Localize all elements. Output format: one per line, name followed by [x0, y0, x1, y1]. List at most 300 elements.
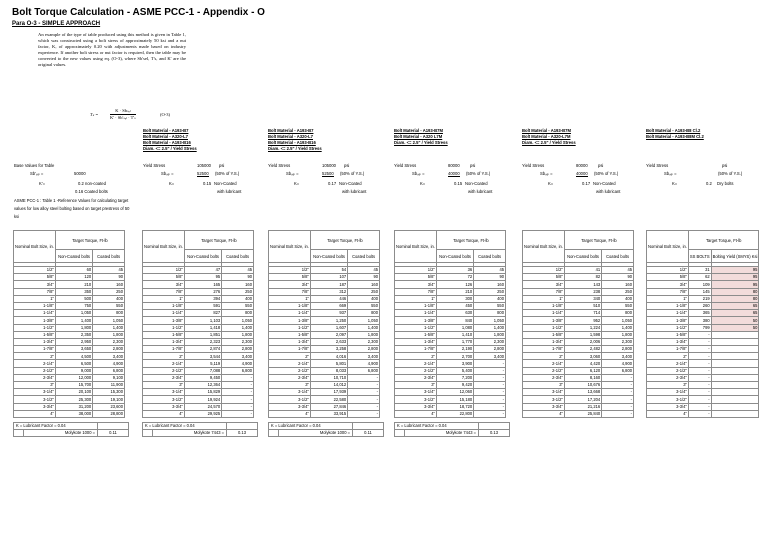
cell-noncoated: 260 [688, 302, 711, 309]
cell-noncoated: 210 [436, 288, 473, 295]
table-row [647, 274, 759, 281]
cell-noncoated: 300 [436, 295, 473, 302]
cell-size: 1-7/8" [143, 346, 185, 353]
table-row [269, 396, 380, 403]
cell-size: 2-1/2" [647, 367, 689, 374]
cell-noncoated: 3,544 [184, 353, 221, 360]
cell-noncoated: 95 [184, 274, 221, 281]
table-row [143, 302, 254, 309]
table-row [143, 331, 254, 338]
table-row [647, 353, 759, 360]
table-row [523, 382, 634, 389]
cell-coated: 2,300 [222, 338, 254, 345]
cell-noncoated: - [688, 353, 711, 360]
col-nominal-size: Nominal Bolt Size, in. [14, 231, 56, 263]
cell-noncoated: 9,450 [184, 374, 221, 381]
cell-noncoated: 714 [564, 310, 601, 317]
k-note: Non-Coated [593, 181, 616, 186]
cell-coated: 1,400 [602, 324, 634, 331]
cell-noncoated: 1,080 [436, 324, 473, 331]
table-row [269, 331, 380, 338]
table-row [523, 389, 634, 396]
cell-noncoated: 210 [55, 281, 92, 288]
col-target-torque: Target Torque, Ft-lb [436, 231, 505, 250]
cell-size: 1-3/8" [647, 317, 689, 324]
cell-size: 1-1/8" [647, 302, 689, 309]
cell-coated: 800 [93, 310, 125, 317]
table-row [647, 374, 759, 381]
k-note-2: with lubricant [217, 189, 242, 194]
table-row [395, 288, 506, 295]
cell-noncoated: 17,204 [564, 396, 601, 403]
cell-size: 1/2" [395, 267, 437, 274]
cell-noncoated: 120 [55, 274, 92, 281]
cell-noncoated: - [688, 360, 711, 367]
yield-stress-label: Yield Stress [143, 163, 166, 168]
cell-size: 3/4" [269, 281, 311, 288]
cell-coated [711, 382, 759, 389]
table-row [14, 389, 125, 396]
cell-noncoated: 107 [310, 274, 347, 281]
table-row [14, 295, 125, 302]
material-spec: Bolt Material - A193-B8 Cl.2 Bolt Material - A193-B8M Cl.2 [646, 128, 704, 139]
cell-coated: 1,400 [93, 324, 125, 331]
table-row [143, 295, 254, 302]
cell-size: 7/8" [647, 288, 689, 295]
table-row [269, 353, 380, 360]
cell-coated [711, 353, 759, 360]
cell-size: 3/4" [647, 281, 689, 288]
table-row [647, 410, 759, 417]
col-target-torque: Target Torque, Ft-lb [564, 231, 633, 250]
cell-size: 5/8" [523, 274, 565, 281]
cell-coated: 6,800 [602, 367, 634, 374]
reference-note: ASME PCC-1 : Table 1 -Reference Values for calculating target values for low alloy steel bolting based on target prestress of 50 ksi [14, 198, 130, 219]
cell-noncoated: 20,100 [55, 389, 92, 396]
molykote-label: Molykote 7443 = [153, 430, 227, 437]
cell-coated: 65 [711, 310, 759, 317]
formula-lhs: Tₛ = [90, 112, 99, 117]
table-row [14, 382, 125, 389]
sb-label: Sbₛₑₗ = [161, 171, 174, 176]
cell-noncoated: 630 [436, 310, 473, 317]
cell-size: 1-1/4" [395, 310, 437, 317]
cell-size: 3-3/4" [647, 403, 689, 410]
cell-size: 1-1/2" [269, 324, 311, 331]
table-row [14, 367, 125, 374]
base-k-noncoated: 0.2 non-coated [78, 181, 106, 186]
table-row [395, 353, 506, 360]
table-row [523, 274, 634, 281]
table-row [395, 382, 506, 389]
cell-size: 3/4" [143, 281, 185, 288]
cell-coated: 11,900 [93, 382, 125, 389]
cell-coated: - [222, 389, 254, 396]
cell-noncoated: - [688, 382, 711, 389]
cell-size: 3" [647, 382, 689, 389]
cell-noncoated: 238 [564, 288, 601, 295]
cell-size: 1-7/8" [269, 346, 311, 353]
cell-size: 4" [395, 410, 437, 417]
cell-noncoated: 2,097 [310, 331, 347, 338]
cell-noncoated: 25,300 [55, 396, 92, 403]
cell-coated: - [222, 410, 254, 417]
cell-coated: 80 [711, 295, 759, 302]
cell-noncoated: 12,364 [184, 382, 221, 389]
base-k-coated: 0.16 Coated bolts [75, 189, 108, 194]
table-row [647, 403, 759, 410]
cell-coated: 28,800 [93, 410, 125, 417]
cell-coated: 1,400 [222, 324, 254, 331]
cell-size: 1-5/8" [269, 331, 311, 338]
cell-size: 3/4" [523, 281, 565, 288]
cell-size: 3-1/2" [269, 396, 311, 403]
table-row [523, 396, 634, 403]
cell-size: 1-1/4" [269, 310, 311, 317]
cell-size: 3-3/4" [143, 403, 185, 410]
table-row [269, 374, 380, 381]
table-row [143, 360, 254, 367]
table-row [523, 317, 634, 324]
cell-coated: - [348, 382, 380, 389]
cell-size: 1" [647, 295, 689, 302]
cell-coated [711, 360, 759, 367]
cell-size: 1-3/4" [269, 338, 311, 345]
cell-size: 2-3/4" [523, 374, 565, 381]
cell-coated [711, 410, 759, 417]
yield-stress-label: Yield Stress [522, 163, 545, 168]
cell-coated: - [602, 382, 634, 389]
cell-noncoated: 14,012 [310, 382, 347, 389]
cell-size: 2-1/4" [143, 360, 185, 367]
cell-noncoated: 8,160 [564, 374, 601, 381]
cell-coated: - [474, 360, 506, 367]
cell-noncoated: 165 [184, 281, 221, 288]
cell-size: 1/2" [143, 267, 185, 274]
cell-noncoated: 18,720 [436, 403, 473, 410]
table-row [395, 331, 506, 338]
table-row [14, 360, 125, 367]
table-row [143, 310, 254, 317]
yield-stress-label: Yield Stress [646, 163, 669, 168]
table-row [647, 310, 759, 317]
cell-noncoated: 187 [310, 281, 347, 288]
table-row [395, 367, 506, 374]
yield-stress-unit: psi [219, 163, 225, 168]
sb-value: 40000 [576, 171, 588, 176]
page-title: Bolt Torque Calculation - ASME PCC-1 - Appendix - O [12, 7, 265, 18]
cell-coated: 2,300 [602, 338, 634, 345]
table-row [143, 338, 254, 345]
cell-coated: - [474, 382, 506, 389]
cell-size: 2-3/4" [395, 374, 437, 381]
cell-coated: 1,050 [348, 317, 380, 324]
col-nominal-size: Nominal Bolt Size, in. [395, 231, 437, 263]
cell-coated: - [474, 410, 506, 417]
table-row [647, 267, 759, 274]
table-row [143, 382, 254, 389]
sb-label: Sbₛₑₗ = [412, 171, 425, 176]
cell-noncoated: 591 [184, 302, 221, 309]
cell-coated: - [222, 382, 254, 389]
cell-noncoated: 9,000 [55, 367, 92, 374]
cell-noncoated: 276 [184, 288, 221, 295]
cell-noncoated: 13,668 [564, 389, 601, 396]
cell-noncoated: 5,400 [436, 367, 473, 374]
cell-size: 1-7/8" [395, 346, 437, 353]
cell-coated: 45 [222, 267, 254, 274]
col-ss-bolts: SS BOLTS [688, 250, 711, 263]
table-row [523, 310, 634, 317]
material-spec: Bolt Material - A193-B7 Bolt Material - A320-L7 Bolt Material - A193-B16 Diam. <= 2.5" / Yield Stress [143, 128, 197, 151]
cell-size: 5/8" [269, 274, 311, 281]
lubricant-factor-table [13, 422, 129, 437]
cell-noncoated: 12,060 [436, 389, 473, 396]
cell-noncoated: 9,420 [436, 382, 473, 389]
cell-size: 1-3/4" [143, 338, 185, 345]
cell-size: 3-1/4" [395, 389, 437, 396]
sb-value: 52500 [197, 171, 209, 176]
table-row [395, 274, 506, 281]
cell-coated: 400 [602, 295, 634, 302]
cell-size: 1-5/8" [143, 331, 185, 338]
cell-size: 1-1/4" [14, 310, 56, 317]
lubricant-factor-label: K = Lubricant Factor = 0.04 [143, 423, 227, 430]
cell-size: 2-1/4" [523, 360, 565, 367]
sb-note: (50% of Y.S.) [718, 171, 743, 176]
cell-coated: 9,100 [93, 374, 125, 381]
col-noncoated: Non-Coated bolts [436, 250, 473, 263]
table-row [395, 396, 506, 403]
cell-noncoated: 10,710 [310, 374, 347, 381]
cell-size: 7/8" [523, 288, 565, 295]
cell-coated: 4,900 [602, 360, 634, 367]
lubricant-factor-table [268, 422, 384, 437]
torque-table [142, 230, 254, 418]
cell-noncoated: 17,939 [310, 389, 347, 396]
table-row [14, 317, 125, 324]
k-value: 0.2 [706, 181, 712, 186]
col-coated: Coated bolts [474, 250, 506, 263]
cell-coated: 95 [711, 281, 759, 288]
cell-noncoated: 4,500 [55, 353, 92, 360]
cell-size: 5/8" [143, 274, 185, 281]
table-row [523, 360, 634, 367]
cell-size: 2" [14, 353, 56, 360]
cell-size: 3-1/4" [647, 389, 689, 396]
cell-noncoated: 7,200 [436, 374, 473, 381]
cell-coated: - [348, 410, 380, 417]
cell-coated: - [474, 403, 506, 410]
cell-noncoated: 21,216 [564, 403, 601, 410]
table-row [395, 310, 506, 317]
cell-noncoated: 22,580 [310, 396, 347, 403]
cell-noncoated: 10,676 [564, 382, 601, 389]
cell-coated: 160 [222, 281, 254, 288]
cell-noncoated: 31,200 [55, 403, 92, 410]
cell-coated: 800 [348, 310, 380, 317]
cell-coated: - [474, 396, 506, 403]
table-row [523, 346, 634, 353]
cell-size: 3-1/4" [523, 389, 565, 396]
cell-noncoated: 219 [688, 295, 711, 302]
cell-size: 1-1/8" [395, 302, 437, 309]
cell-size: 2-1/2" [14, 367, 56, 374]
table-row [143, 281, 254, 288]
cell-coated: 2,300 [348, 338, 380, 345]
cell-coated: 90 [474, 274, 506, 281]
k-note-2: with lubricant [596, 189, 621, 194]
cell-size: 1" [395, 295, 437, 302]
table-row [523, 410, 634, 417]
cell-noncoated: 1,410 [436, 331, 473, 338]
cell-size: 4" [523, 410, 565, 417]
cell-noncoated: - [688, 403, 711, 410]
cell-size: 3-1/2" [395, 396, 437, 403]
molykote-value: 0.13 [479, 430, 510, 437]
cell-size: 2-1/4" [647, 360, 689, 367]
lubricant-factor-label: K = Lubricant Factor = 0.04 [269, 423, 353, 430]
table-row [523, 338, 634, 345]
cell-noncoated: 47 [184, 267, 221, 274]
table-row [647, 331, 759, 338]
cell-coated [711, 346, 759, 353]
cell-noncoated: 3,900 [436, 360, 473, 367]
formula-numerator: K · Sbₛₑₗ [110, 108, 136, 115]
table-row [143, 317, 254, 324]
table-row [395, 302, 506, 309]
cell-size: 4" [269, 410, 311, 417]
cell-size: 1-1/4" [143, 310, 185, 317]
k-value: 0.15 [454, 181, 463, 186]
yield-stress-value: 80000 [576, 163, 588, 168]
cell-coated: - [348, 389, 380, 396]
cell-coated: 6,800 [222, 367, 254, 374]
cell-coated: - [474, 367, 506, 374]
table-row [143, 403, 254, 410]
table-row [143, 367, 254, 374]
cell-noncoated: - [688, 389, 711, 396]
lubricant-factor-table [142, 422, 258, 437]
cell-size: 1/2" [523, 267, 565, 274]
cell-coated: 1,050 [93, 317, 125, 324]
table-row [14, 281, 125, 288]
cell-size: 3" [269, 382, 311, 389]
table-row [647, 360, 759, 367]
cell-noncoated: 72 [436, 274, 473, 281]
cell-size: 3" [395, 382, 437, 389]
col-yield: Bolting Yield (SMYS) Ksi [711, 250, 759, 263]
table-row [647, 288, 759, 295]
cell-coated [711, 403, 759, 410]
cell-coated: 1,050 [602, 317, 634, 324]
lubricant-factor-table [394, 422, 510, 437]
cell-size: 1-7/8" [523, 346, 565, 353]
formula-denominator: K' · Sb'ₛₑₗ · T'ₛ [110, 115, 136, 120]
cell-noncoated: 669 [310, 302, 347, 309]
cell-noncoated: 840 [436, 317, 473, 324]
cell-coated: 1,800 [222, 331, 254, 338]
cell-size: 1-1/2" [647, 324, 689, 331]
cell-noncoated: 446 [310, 295, 347, 302]
lubricant-factor-label: K = Lubricant Factor = 0.04 [395, 423, 479, 430]
cell-noncoated: - [688, 396, 711, 403]
k-note: Dry bolts [717, 181, 734, 186]
cell-noncoated: 4,420 [564, 360, 601, 367]
cell-coated: 2,800 [602, 346, 634, 353]
yield-stress-label: Yield Stress [394, 163, 417, 168]
cell-noncoated: 2,190 [436, 346, 473, 353]
sb-label: Sbₛₑₗ = [286, 171, 299, 176]
cell-coated: - [474, 374, 506, 381]
table-row [395, 410, 506, 417]
cell-coated: 90 [93, 274, 125, 281]
cell-noncoated: 12,000 [55, 374, 92, 381]
cell-size: 1-1/8" [143, 302, 185, 309]
col-target-torque: Target Torque, Ft-lb [688, 231, 759, 250]
lubricant-factor-label: K = Lubricant Factor = 0.04 [14, 423, 98, 430]
cell-coated: 250 [348, 288, 380, 295]
cell-noncoated: 24,570 [184, 403, 221, 410]
table-row [523, 403, 634, 410]
table-row [269, 410, 380, 417]
cell-coated: 45 [93, 267, 125, 274]
cell-size: 4" [647, 410, 689, 417]
formula-number: (O-3) [160, 112, 170, 117]
molykote-value: 0.11 [353, 430, 384, 437]
table-row [647, 324, 759, 331]
cell-size: 3-3/4" [269, 403, 311, 410]
cell-noncoated: - [688, 374, 711, 381]
cell-noncoated: 2,323 [184, 338, 221, 345]
table-row [143, 396, 254, 403]
cell-size: 7/8" [143, 288, 185, 295]
cell-noncoated: - [688, 338, 711, 345]
cell-size: 1-1/2" [395, 324, 437, 331]
cell-noncoated: 750 [55, 302, 92, 309]
cell-noncoated: 2,874 [184, 346, 221, 353]
cell-noncoated: 312 [310, 288, 347, 295]
cell-size: 2" [143, 353, 185, 360]
table-row [395, 346, 506, 353]
cell-noncoated: 60 [55, 267, 92, 274]
cell-size: 2" [269, 353, 311, 360]
table-row [269, 295, 380, 302]
torque-table [646, 230, 759, 418]
cell-noncoated: 1,400 [55, 317, 92, 324]
cell-coated: 65 [711, 302, 759, 309]
cell-size: 1-3/8" [269, 317, 311, 324]
cell-noncoated: 380 [688, 317, 711, 324]
cell-coated: 3,400 [222, 353, 254, 360]
table-row [523, 288, 634, 295]
cell-size: 1-5/8" [14, 331, 56, 338]
table-row [143, 346, 254, 353]
cell-noncoated: 19,924 [184, 396, 221, 403]
cell-noncoated: 1,103 [184, 317, 221, 324]
table-row [647, 382, 759, 389]
cell-size: 2" [523, 353, 565, 360]
cell-noncoated: 143 [564, 281, 601, 288]
cell-coated: 2,800 [222, 346, 254, 353]
cell-coated: 250 [602, 288, 634, 295]
cell-size: 4" [14, 410, 56, 417]
cell-size: 2-3/4" [143, 374, 185, 381]
table-row [269, 288, 380, 295]
cell-noncoated: 1,250 [310, 317, 347, 324]
cell-size: 1-3/8" [143, 317, 185, 324]
cell-size: 5/8" [395, 274, 437, 281]
